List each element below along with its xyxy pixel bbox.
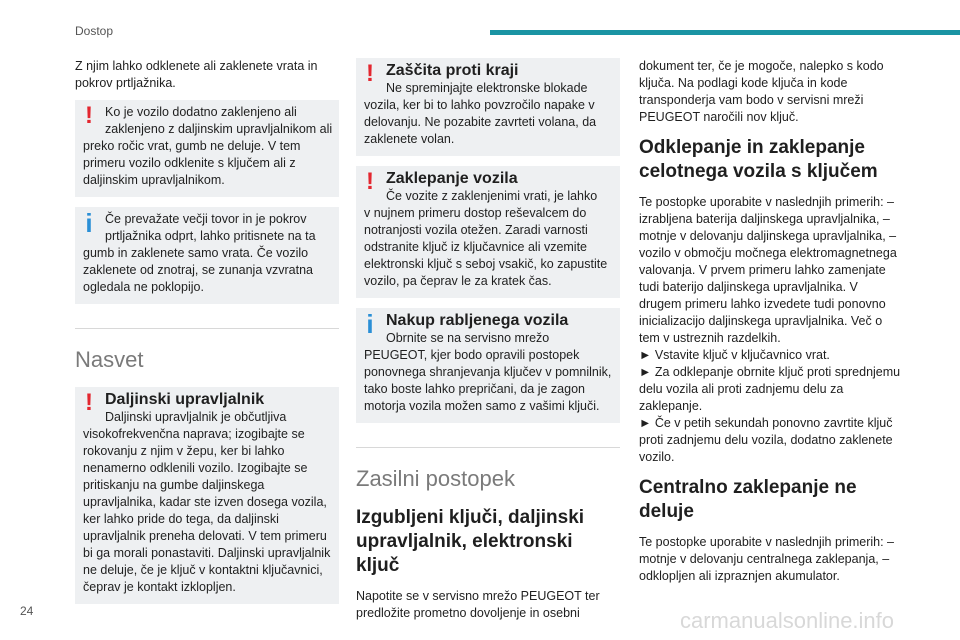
note-title: Zaščita proti kraji	[386, 62, 519, 79]
info-icon: i	[366, 309, 374, 339]
subsection-heading-key-locking: Odklepanje in zaklepanje celotnega vozila s ključem	[639, 137, 878, 182]
column-left	[75, 58, 339, 614]
column-middle	[356, 58, 620, 622]
paragraph: Te postopke uporabite v naslednjih primerih: – motnje v delovanju centralnega zaklepanja, – odklopljen ali izpraznjen akumulator.	[639, 535, 895, 583]
subsection-heading-central-locking: Centralno zaklepanje ne deluje	[639, 477, 857, 522]
note-text: gumb in zaklenete samo vrata. Če vozilo zaklenete od znotraj, se zunanja vzvratna ogledala ne poklopijo.	[83, 246, 313, 294]
note-text: v nujnem primeru dostop reševalcem do notranjosti vozila otežen. Zaradi varnosti odstranite ključ iz ključavnice ali vzemite elektronski ključ s seboj vsakič, ko zapustite vozilo, pa čeprav le za kratek čas.	[364, 206, 608, 288]
note-text-first-line: Daljinski upravljalnik je občutljiva	[105, 410, 287, 424]
note-text: vozila, ker bi to lahko povzročilo napake v delovanju. Ne pozabite zavrteti volana, da zaklenete volan.	[364, 98, 597, 146]
info-note-used-vehicle	[356, 308, 620, 423]
note-title: Zaklepanje vozila	[386, 170, 518, 187]
paragraph: Napotite se v servisno mrežo PEUGEOT ter predložite prometno dovoljenje in osebni	[356, 589, 600, 620]
subsection-heading-lost-keys: Izgubljeni ključi, daljinski upravljalnik, elektronski ključ	[356, 507, 585, 576]
note-text-first-line: Obrnite se na servisno mrežo	[386, 331, 550, 345]
warning-exclamation-icon: !	[366, 168, 374, 195]
paragraph: Te postopke uporabite v naslednjih primerih: – izrabljena baterija daljinskega upravljalnika, – motnje v delovanju daljinskega upravljalnika, – vozilo v območju močnega elektromagnetnega valovanja. V prvem primeru lahko zamenjate tudi baterijo daljinskega upravljalnika. V drugem primeru lahko izvedete tudi ponovno inicializacijo daljinskega upravljalnika. Več o tem v ustreznih razdelkih.	[639, 195, 897, 345]
warning-note-remote	[75, 387, 339, 604]
step-2: ► Za odklepanje obrnite ključ proti sprednjemu delu vozila ali proti zadnjemu delu za zaklepanje.	[639, 365, 901, 413]
paragraph: dokument ter, če je mogoče, nalepko s kodo ključa. Na podlagi kode ključa in kode transponderja vam bodo v servisni mreži PEUGEOT naročili nov ključ.	[639, 59, 884, 124]
intro-paragraph: Z njim lahko odklenete ali zaklenete vrata in pokrov prtljažnika.	[75, 59, 318, 90]
note-text-first-line: Ko je vozilo dodatno zaklenjeno ali zaklenjeno z daljinskim upravljalnikom ali	[105, 105, 333, 136]
section-heading-nasvet: Nasvet	[75, 347, 144, 372]
info-icon: i	[85, 208, 93, 238]
warning-exclamation-icon: !	[85, 102, 93, 129]
step-3: ► Če v petih sekundah ponovno zavrtite ključ proti zadnjemu delu vozila, dodatno zaklenete vozilo.	[639, 416, 893, 464]
header-accent-bar	[490, 30, 960, 35]
warning-note-button-lock	[75, 100, 339, 197]
warning-exclamation-icon: !	[85, 389, 93, 416]
note-text: preko ročic vrat, gumb ne deluje. V tem primeru vozilo odklenite s ključem ali z daljinskim upravljalnikom.	[83, 139, 301, 187]
watermark: carmanualsonline.info	[680, 608, 895, 633]
note-text-first-line: Ne spreminjajte elektronske blokade	[386, 81, 588, 95]
note-text: PEUGEOT, kjer bodo opravili postopek ponovnega shranjevanja ključev v pomnilnik, tako boste lahko prepričani, da je zagon motorja vozila možen samo z vašimi ključi.	[364, 348, 612, 413]
info-note-cargo	[75, 207, 339, 304]
note-title: Daljinski upravljalnik	[105, 391, 265, 408]
header-section-title: Dostop	[75, 24, 114, 38]
step-1: ► Vstavite ključ v ključavnico vrat.	[639, 348, 830, 362]
warning-note-theft	[356, 58, 620, 156]
note-text: visokofrekvenčna naprava; izogibajte se rokovanju z njim v žepu, ker bi lahko nenamerno odklenili vozilo. Izogibajte se pritiskanju na gumbe daljinskega upravljalnika, kadar ste izven dosega vozila, ker lahko pride do tega, da daljinski upravljalnik preneha delovati. V tem primeru bi ga morali ponastaviti. Daljinski upravljalnik ne deluje, če je ključ v kontaktni ključavnici, čeprav je kontakt izklopljen.	[83, 427, 331, 594]
section-heading-zasilni-postopek: Zasilni postopek	[356, 466, 515, 491]
column-right	[639, 58, 903, 585]
warning-note-locking	[356, 166, 620, 298]
page-number: 24	[20, 604, 34, 618]
note-title: Nakup rabljenega vozila	[386, 312, 569, 329]
section-divider	[356, 447, 620, 448]
note-text-first-line: Če vozite z zaklenjenimi vrati, je lahko	[386, 189, 598, 203]
section-divider	[75, 328, 339, 329]
note-text-first-line: Če prevažate večji tovor in je pokrov prtljažnika odprt, lahko pritisnete na ta	[105, 212, 316, 243]
warning-exclamation-icon: !	[366, 60, 374, 87]
